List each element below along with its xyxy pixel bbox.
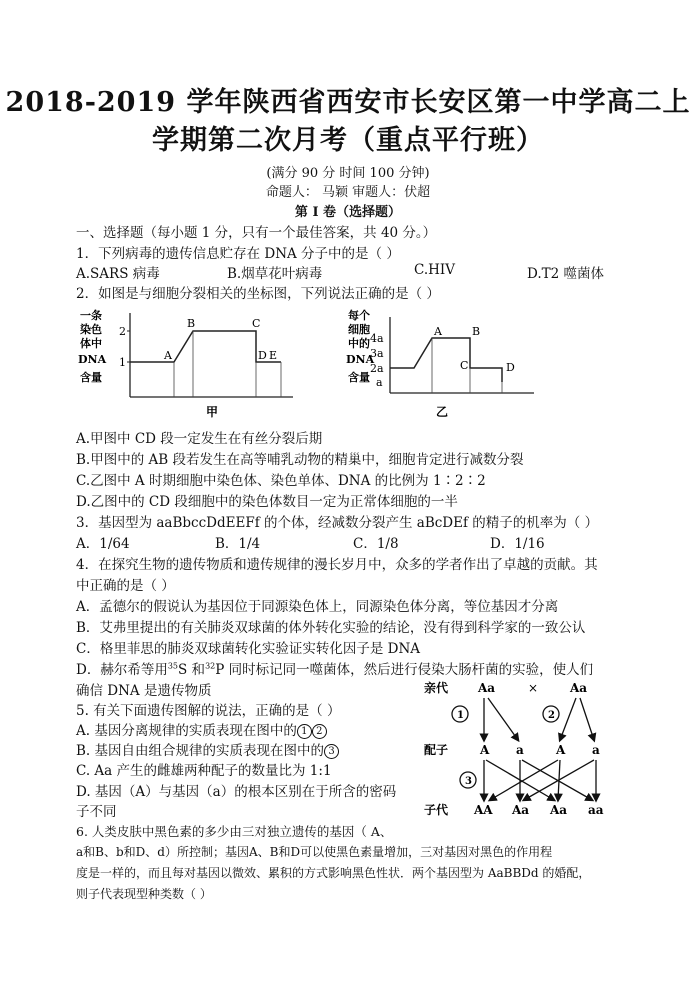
diagram-mark-1: 1 [457, 710, 464, 721]
authors: 命题人： 马颖 审题人：伏超 [265, 185, 431, 200]
q3-option-c: C．1/8 [353, 536, 399, 552]
yi-ytick-4a: 4a [370, 332, 384, 345]
q4-stem-1: 4．在探究生物的遗传物质和遗传规律的漫长岁月中，众多的学者作出了卓越的贡献。其 [76, 557, 598, 573]
jia-point-d: D [258, 349, 267, 362]
title-line-1: 2018-2019 学年陕西省西安市长安区第一中学高二上 [5, 87, 691, 118]
row-label-gamete: 配子 [424, 743, 449, 757]
mark-3-icon: 3 [324, 744, 339, 759]
jia-ylabel-4: DNA [78, 353, 107, 366]
jia-ylabel-1: 一条 [80, 309, 102, 322]
q4-option-c: C．格里菲思的肺炎双球菌转化实验证实转化因子是 DNA [76, 641, 421, 657]
gamete-4: a [592, 743, 600, 757]
q2-option-a: A.甲图中 CD 段一定发生在有丝分裂后期 [76, 431, 323, 447]
q1-option-b: B.烟草花叶病毒 [227, 266, 323, 282]
q2-option-b: B.甲图中的 AB 段若发生在高等哺乳动物的精巢中，细胞肯定进行减数分裂 [76, 452, 524, 468]
q5-option-a: A. 基因分离规律的实质表现在图中的 1 2 [76, 719, 327, 739]
jia-caption: 甲 [206, 405, 219, 419]
yi-caption: 乙 [436, 405, 449, 419]
jia-point-a: A [164, 349, 172, 362]
yi-ytick-a: a [376, 376, 383, 389]
q4-stem-2: 中正确的是（ ） [76, 578, 175, 594]
jia-point-c: C [252, 317, 261, 330]
yi-ylabel-3: 中的 [348, 337, 370, 350]
gamete-3: A [556, 743, 566, 757]
offspring-4: aa [588, 803, 604, 817]
jia-ylabel-5: 含量 [80, 371, 102, 384]
q6-line-3: 度是一样的，而且每对基因以微效、累积的方式影响黑色性状．两个基因型为 AaBBDd 的婚配， [76, 866, 591, 880]
jia-ylabel-2: 染色 [80, 323, 102, 336]
title-line-2: 学期第二次月考（重点平行班） [152, 125, 544, 156]
q5-stem: 5. 有关下面遗传图解的说法，正确的是（ ） [76, 703, 341, 719]
genetics-diagram [420, 678, 616, 824]
q1-option-d: D.T2 噬菌体 [527, 266, 605, 282]
yi-ylabel-5: 含量 [348, 371, 370, 384]
q4-option-d-line2: 确信 DNA 是遗传物质 [76, 683, 212, 699]
q1-stem: 1．下列病毒的遗传信息贮存在 DNA 分子中的是（ ） [76, 246, 400, 262]
jia-ytick-1: 1 [119, 356, 126, 369]
q3-option-d: D．1/16 [490, 536, 545, 552]
section-intro: 一、选择题（每小题 1 分，只有一个最佳答案，共 40 分。） [76, 225, 437, 241]
q2-option-d: D.乙图中的 CD 段细胞中的染色体数目一定为正常体细胞的一半 [76, 494, 458, 510]
q3-option-a: A．1/64 [76, 536, 130, 552]
q1-option-a: A.SARS 病毒 [76, 266, 160, 282]
yi-point-c: C [460, 359, 469, 372]
jia-ytick-2: 2 [119, 325, 126, 338]
q3-stem: 3．基因型为 aaBbccDdEEFf 的个体，经减数分裂产生 aBcDEf 的精子的机率为（ ） [76, 515, 599, 531]
q5-option-d-line1: D. 基因（A）与基因（a）的根本区别在于所含的密码 [76, 784, 397, 800]
q4-option-a: A．孟德尔的假说认为基因位于同源染色体上，同源染色体分离，等位基因才分离 [76, 599, 559, 615]
diagram-mark-3: 3 [465, 776, 472, 787]
q4-option-b: B．艾弗里提出的有关肺炎双球菌的体外转化实验的结论，没有得到科学家的一致公认 [76, 620, 586, 636]
chart-jia [78, 305, 308, 423]
score-time: (满分 90 分 时间 100 分钟) [266, 166, 430, 181]
jia-point-b: B [187, 317, 196, 330]
offspring-1: AA [474, 803, 493, 817]
section-heading: 第 I 卷（选择题） [294, 205, 402, 220]
yi-curve [390, 338, 502, 382]
q5-option-b: B. 基因自由组合规律的实质表现在图中的 3 [76, 739, 339, 759]
q6-line-4: 则子代表现型种类数（ ） [76, 887, 212, 901]
q2-stem: 2．如图是与细胞分裂相关的坐标图，下列说法正确的是（ ） [76, 286, 440, 302]
q4-option-d-line1: D．赫尔希等用$^{35}$S 和$^{32}$P 同时标记同一噬菌体，然后进行侵染大肠杆菌的实验，使人们 [76, 661, 594, 678]
yi-ylabel-4: DNA [346, 353, 375, 366]
jia-ylabel-3: 体中 [80, 337, 102, 350]
row-label-offspring: 子代 [424, 803, 449, 817]
yi-ylabel-2: 细胞 [348, 323, 370, 336]
yi-point-b: B [472, 325, 481, 338]
q2-option-c: C.乙图中 A 时期细胞中染色体、染色单体、DNA 的比例为 1∶2∶2 [76, 473, 486, 489]
q6-line-1: 6. 人类皮肤中黑色素的多少由三对独立遗传的基因（ A、 [76, 824, 393, 839]
q5-option-c: C. Aa 产生的雌雄两种配子的数量比为 1:1 [76, 763, 332, 779]
q1-option-c: C.HIV [414, 262, 455, 278]
mark-2-icon: 2 [312, 724, 327, 739]
gamete-2: a [516, 743, 524, 757]
chart-yi [334, 305, 544, 423]
q5-option-d-line2: 子不同 [76, 804, 117, 820]
cross-sign: × [528, 681, 539, 695]
yi-ytick-2a: 2a [370, 362, 384, 375]
parent-1: Aa [478, 681, 496, 695]
q3-option-b: B．1/4 [215, 536, 261, 552]
parent-2: Aa [570, 681, 588, 695]
diagram-mark-2: 2 [548, 710, 555, 721]
q6-line-2: a和B、b和D、d）所控制；基因A、B和D可以使黑色素量增加，三对基因对黑色的作用程 [76, 845, 553, 859]
jia-point-e: E [269, 349, 278, 362]
yi-ytick-3a: 3a [370, 347, 384, 360]
yi-ylabel-1: 每个 [348, 309, 370, 322]
row-label-parent: 亲代 [424, 681, 449, 695]
yi-point-d: D [506, 361, 515, 374]
gamete-1: A [480, 743, 490, 757]
yi-point-a: A [434, 325, 442, 338]
offspring-2: Aa [512, 803, 530, 817]
offspring-3: Aa [550, 803, 568, 817]
mark-1-icon: 1 [297, 724, 312, 739]
